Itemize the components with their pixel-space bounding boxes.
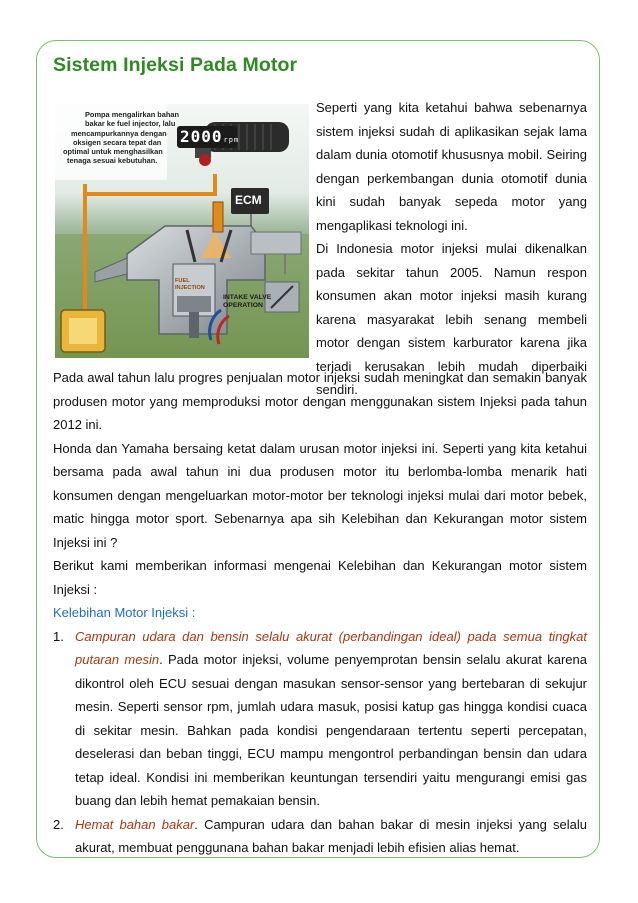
fuel-label-line: INJECTION [175, 284, 205, 291]
intake-label-line: OPERATION [223, 302, 263, 309]
figure-caption [63, 110, 179, 166]
figure-caption-line: optimal untuk menghasilkan [63, 147, 163, 157]
list-item-text: . Pada motor injeksi, volume penyemprotan bensin selalu akurat karena dikontrol oleh ECU sesuai dengan masukan sensor-sensor yang bertebaran di sekujur mesin. Seperti sensor rpm, jumlah udara masuk, posisi katup gas hingga kondisi cuaca di sekitar mesin. Bahkan pada kondisi pengendaraan tertentu seperti percepatan, deselerasi dan beban tinggi, ECU mampu mengontrol perbandingan bensin dan udara tetap ideal. Kondisi ini memberikan keuntungan tersendiri yaitu mengurangi emisi gas buang dan lebih hemat pemakaian bensin. [75, 652, 587, 808]
intro-paragraph-2: Di Indonesia motor injeksi mulai dikenalkan pada sekitar tahun 2005. Namun respon konsumen akan motor injeksi masih kurang karena masyarakat lebih senang membeli motor dengan sistem karburator karena jika terjadi kerusakan lebih mudah diperbaiki sendiri. [316, 241, 587, 397]
intake-valve-label [223, 294, 271, 310]
body-paragraph-2: Honda dan Yamaha bersaing ketat dalam urusan motor injeksi ini. Seperti yang kita ketahui bersama pada awal tahun ini dua produsen motor itu berlomba-lomba menarik hati konsumen dengan mengeluarkan motor-motor ber teknologi injeksi mulai dari motor bebek, matic hingga motor sport. Sebenarnya apa sih Kelebihan dan Kekurangan motor sistem Injeksi ini ? [53, 440, 587, 550]
rpm-unit: rpm [223, 136, 240, 144]
list-item [53, 813, 587, 860]
intro-column [316, 96, 587, 402]
rpm-display [180, 127, 239, 146]
advantages-list [53, 625, 587, 860]
list-item-text: . Campuran udara dan bahan bakar di mesin injeksi yang selalu akurat, membuat penggunana bahan bakar menjadi lebih efisien alias hemat. [75, 816, 587, 855]
page-title: Sistem Injeksi Pada Motor [53, 54, 298, 76]
intake-label-line: INTAKE VALVE [223, 294, 272, 301]
body-paragraph-3: Berikut kami memberikan informasi mengenai Kelebihan dan Kekurangan motor sistem Injeksi : [53, 558, 587, 597]
body-paragraph-1: Pada awal tahun lalu progres penjualan motor injeksi sudah meningkat dan semakin banyak produsen motor yang memproduksi motor dengan menggunakan sistem Injeksi pada tahun 2012 ini. [53, 370, 587, 432]
list-item-number: 1. [53, 628, 64, 644]
rpm-value: 2000 [180, 127, 223, 146]
intro-paragraph-1: Seperti yang kita ketahui bahwa sebenarnya sistem injeksi sudah di aplikasikan sejak lama dalam dunia otomotif khususnya mobil. Seiring dengan perkembangan dunia otomotif dunia kini sudah banyak sepeda motor yang mengaplikasi teknologi ini. [316, 100, 587, 233]
figure-caption-line: tenaga sesuai kebutuhan. [67, 156, 158, 166]
list-item-emphasis: Hemat bahan bakar [75, 816, 195, 832]
list-item-number: 2. [53, 816, 64, 832]
list-item-emphasis: Campuran udara dan bensin selalu akurat (perbandingan ideal) pada semua tingkat putaran mesin [75, 628, 587, 667]
figure-caption-line: oksigen secara tepat dan [73, 137, 162, 147]
fuel-label-line: FUEL [175, 278, 190, 284]
figure-caption-line: bakar ke fuel injector, lalu [85, 119, 176, 129]
body-content [53, 366, 587, 860]
figure-caption-line: Pompa mengalirkan bahan [85, 110, 180, 119]
list-item [53, 625, 587, 813]
fuel-injection-label [175, 278, 205, 291]
advantages-heading: Kelebihan Motor Injeksi : [53, 605, 196, 620]
injection-system-illustration [55, 104, 309, 358]
ecm-label: ECM [235, 193, 262, 207]
figure-caption-line: mencampurkannya dengan [71, 128, 167, 138]
